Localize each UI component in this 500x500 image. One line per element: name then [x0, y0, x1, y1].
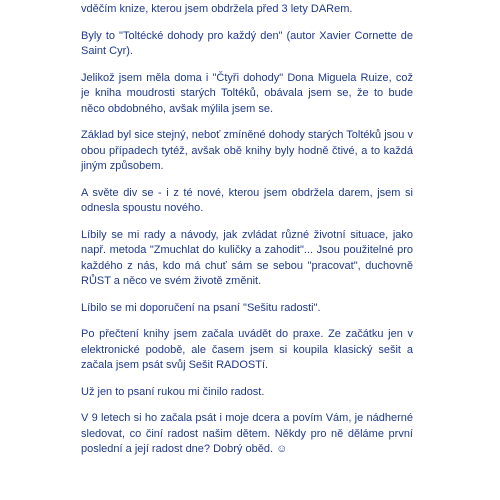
paragraph-1: vděčím knize, kterou jsem obdržela před 3 lety DARem. [81, 3, 353, 15]
paragraph-6: Líbily se mi rady a návody, jak zvládat různé životní situace, jako např. metoda "Zmuchlat do kuličky a zahodit"... Jsou použitelné pro každého z nás, kdo má chuť sám se sebou "pracovat", duchovně RŮST a něco ve svém životě změnit. [81, 228, 413, 287]
paragraph-3: Jelikož jsem měla doma i "Čtyři dohody" Dona Miguela Ruize, což je kniha moudrosti starých Toltéků, obávala jsem se, že to bude něco obdobného, avšak mýlila jsem se. [81, 71, 413, 115]
paragraph-9: Už jen to psaní rukou mi činilo radost. [81, 385, 265, 398]
paragraph-10: V 9 letech si ho začala psát i moje dcera a povím Vám, je nádherné sledovat, co činí radost našim dětem. Někdy pro ně děláme první poslední a její radost dne? Dobrý oběd. ☺ [81, 412, 413, 455]
paragraph-5: A světe div se - i z té nové, kterou jsem obdržela darem, jsem si odnesla spoustu nového. [81, 186, 413, 214]
paragraph-8: Po přečtení knihy jsem začala uvádět do praxe. Ze začátku jen v elektronické podobě, ale časem jsem si koupila klasický sešit a začala jsem psát svůj Sešit RADOSTí. [81, 328, 413, 371]
document-body [81, 0, 413, 469]
paragraph-2: Byly to "Toltécké dohody pro každý den" (autor Xavier Cornette de Saint Cyr). [81, 29, 413, 57]
paragraph-4: Základ byl sice stejný, neboť zmíněné dohody starých Toltéků jsou v obou případech tytéž, avšak obě knihy byly hodně čtivé, a to každá jiným způsobem. [81, 129, 413, 172]
paragraph-7: Líbilo se mi doporučení na psaní "Sešitu radosti". [81, 301, 321, 314]
